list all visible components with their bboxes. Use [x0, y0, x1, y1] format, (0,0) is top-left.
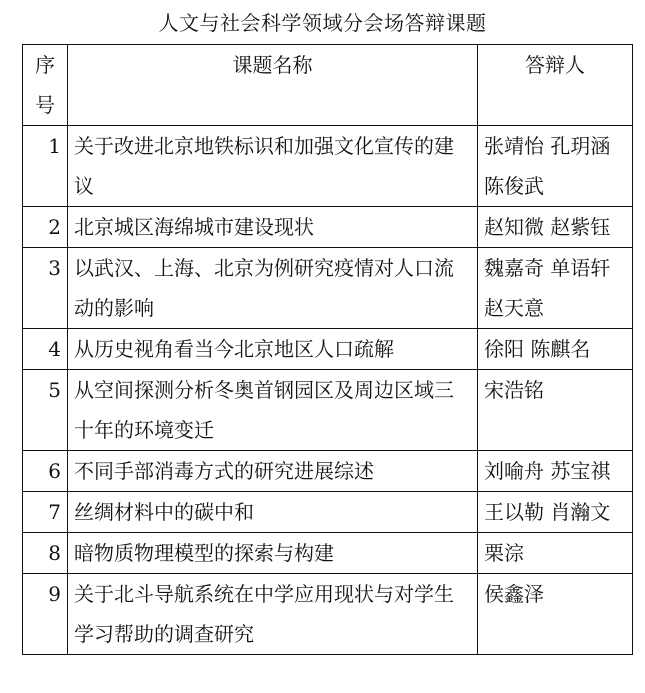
row-topic: 从空间探测分析冬奥首钢园区及周边区域三十年的环境变迁: [68, 370, 478, 451]
table-header-row: [23, 45, 633, 126]
table-row: [23, 533, 633, 574]
row-topic: 关于改进北京地铁标识和加强文化宣传的建议: [68, 126, 478, 207]
header-presenters: 答辩人: [478, 45, 633, 126]
row-topic: 暗物质物理模型的探索与构建: [68, 533, 478, 574]
row-presenters: 徐阳 陈麒名: [478, 329, 633, 370]
row-topic: 以武汉、上海、北京为例研究疫情对人口流动的影响: [68, 248, 478, 329]
table-row: [23, 451, 633, 492]
row-presenters: 赵知微 赵紫钰: [478, 207, 633, 248]
table-row: [23, 574, 633, 655]
row-topic: 北京城区海绵城市建设现状: [68, 207, 478, 248]
table-row: [23, 248, 633, 329]
table-row: [23, 207, 633, 248]
row-presenters: 侯鑫泽: [478, 574, 633, 655]
row-number: 9: [23, 574, 68, 655]
topics-table: [22, 44, 633, 655]
row-topic: 丝绸材料中的碳中和: [68, 492, 478, 533]
header-number: 序号: [23, 45, 68, 126]
row-presenters: 宋浩铭: [478, 370, 633, 451]
row-number: 3: [23, 248, 68, 329]
row-number: 7: [23, 492, 68, 533]
row-presenters: 王以勒 肖瀚文: [478, 492, 633, 533]
row-topic: 关于北斗导航系统在中学应用现状与对学生学习帮助的调查研究: [68, 574, 478, 655]
row-number: 4: [23, 329, 68, 370]
row-topic: 从历史视角看当今北京地区人口疏解: [68, 329, 478, 370]
row-number: 5: [23, 370, 68, 451]
row-presenters: 刘喻舟 苏宝祺: [478, 451, 633, 492]
row-number: 2: [23, 207, 68, 248]
document-title: 人文与社会科学领域分会场答辩课题: [158, 11, 487, 35]
row-number: 6: [23, 451, 68, 492]
row-number: 8: [23, 533, 68, 574]
table-row: [23, 492, 633, 533]
table-row: [23, 370, 633, 451]
row-number: 1: [23, 126, 68, 207]
row-presenters: 张靖怡 孔玥涵 陈俊武: [478, 126, 633, 207]
header-topic: 课题名称: [68, 45, 478, 126]
row-topic: 不同手部消毒方式的研究进展综述: [68, 451, 478, 492]
row-presenters: 魏嘉奇 单语轩 赵天意: [478, 248, 633, 329]
table-row: [23, 126, 633, 207]
row-presenters: 栗淙: [478, 533, 633, 574]
table-row: [23, 329, 633, 370]
